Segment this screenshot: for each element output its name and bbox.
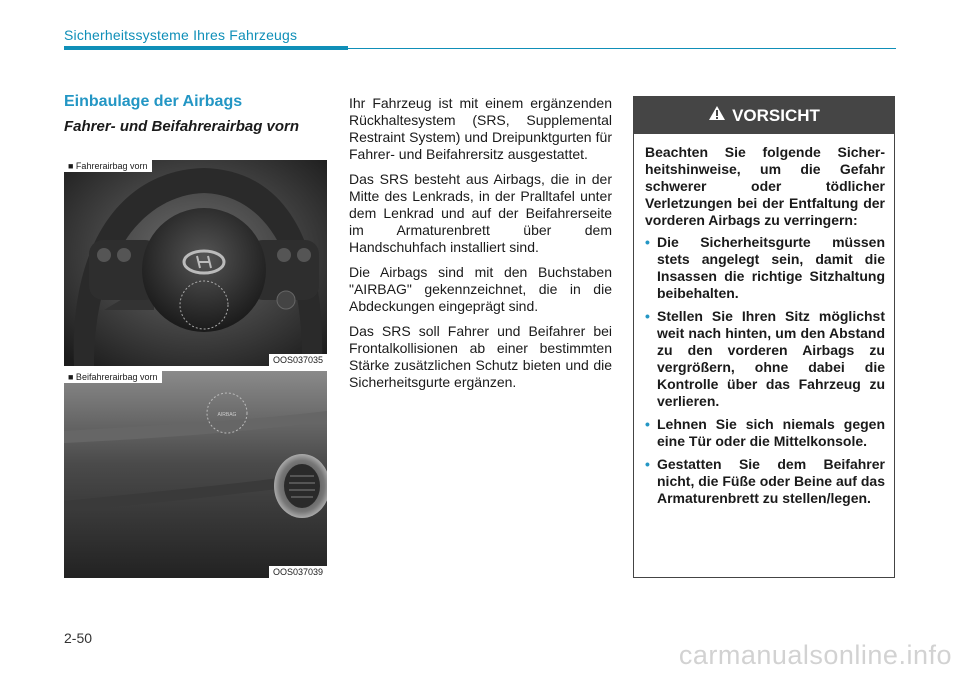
- photo-code: OOS037039: [269, 566, 327, 578]
- caution-item: [645, 416, 885, 450]
- caution-header: [634, 97, 894, 134]
- photo-code: OOS037035: [269, 354, 327, 366]
- caution-intro: Beachten Sie folgende Sicherheitshinweise, um die Gefahr schwerer oder tödlicher Verletzungen bei der Entfaltung der vorderen Airbags zu verringern:: [645, 144, 885, 228]
- header-rule: [64, 46, 348, 50]
- photo-caption: ■ Fahrerairbag vorn: [64, 160, 152, 172]
- warning-triangle-icon: [708, 105, 726, 126]
- caution-item-text: Stellen Sie Ihren Sitz möglichst weit nach hinten, um den Abstand zu den vorderen Airbags zu vergrößern, ohne dabei die Kontrolle über das Fahrzeug zu verlieren.: [657, 308, 885, 409]
- page-number: 2-50: [64, 630, 93, 646]
- caution-item-text: Die Sicherheitsgurte müssen stets angelegt sein, damit die Insassen die richtige Sitzhaltung beibehalten.: [657, 234, 885, 301]
- bullet-icon: •: [645, 308, 650, 324]
- body-paragraph: Ihr Fahrzeug ist mit einem ergänzenden Rückhaltesystem (SRS, Supplemental Restraint System) und Dreipunktgurten für Fahrer- und Beifahrersitz ausgestattet.: [349, 95, 612, 162]
- bullet-icon: •: [645, 416, 650, 432]
- body-paragraph: Das SRS besteht aus Airbags, die in der Mitte des Lenkrads, in der Pralltafel unter dem Lenkrad und auf der Beifahrerseite im Armaturenbrett über dem Handschuhfach installiert sind.: [349, 171, 612, 255]
- caution-item: [645, 308, 885, 410]
- passenger-airbag-photo: [64, 371, 327, 578]
- driver-airbag-photo: [64, 160, 327, 366]
- watermark: carmanualsonline.info: [678, 640, 952, 670]
- photo-caption: ■ Beifahrerairbag vorn: [64, 371, 162, 383]
- body-paragraph: Die Airbags sind mit den Buchstaben "AIRBAG" gekennzeichnet, die in die Abdeckungen eingeprägt sind.: [349, 264, 612, 314]
- bullet-icon: •: [645, 234, 650, 250]
- caution-item-text: Gestatten Sie dem Beifahrer nicht, die Füße oder Beine auf das Armaturenbrett zu stellen/legen.: [657, 456, 885, 506]
- subsection-title: Fahrer- und Beifahrerairbag vorn: [64, 118, 300, 135]
- caution-body: [634, 134, 894, 507]
- caution-item: [645, 234, 885, 302]
- body-text: [349, 95, 612, 399]
- caution-title: VORSICHT: [732, 105, 820, 125]
- airbag-stamp-text: AIRBAG: [217, 412, 237, 418]
- caution-item: [645, 456, 885, 507]
- body-paragraph: Das SRS soll Fahrer und Beifahrer bei Frontalkollisionen ab einer bestimmten Stärke zusätzlichen Schutz bieten und die Sicherheitsgurte ergänzen.: [349, 323, 612, 390]
- dashboard-illustration: [64, 371, 327, 578]
- caution-list: [645, 234, 885, 507]
- caution-item-text: Lehnen Sie sich niemals gegen eine Tür oder die Mittelkonsole.: [657, 416, 885, 449]
- steering-wheel-illustration: [64, 160, 327, 366]
- section-title: Einbaulage der Airbags: [64, 93, 243, 110]
- caution-box: [633, 96, 895, 578]
- header-rule-thin: [348, 48, 896, 49]
- bullet-icon: •: [645, 456, 650, 472]
- running-header-title: Sicherheitssysteme Ihres Fahrzeugs: [64, 27, 298, 43]
